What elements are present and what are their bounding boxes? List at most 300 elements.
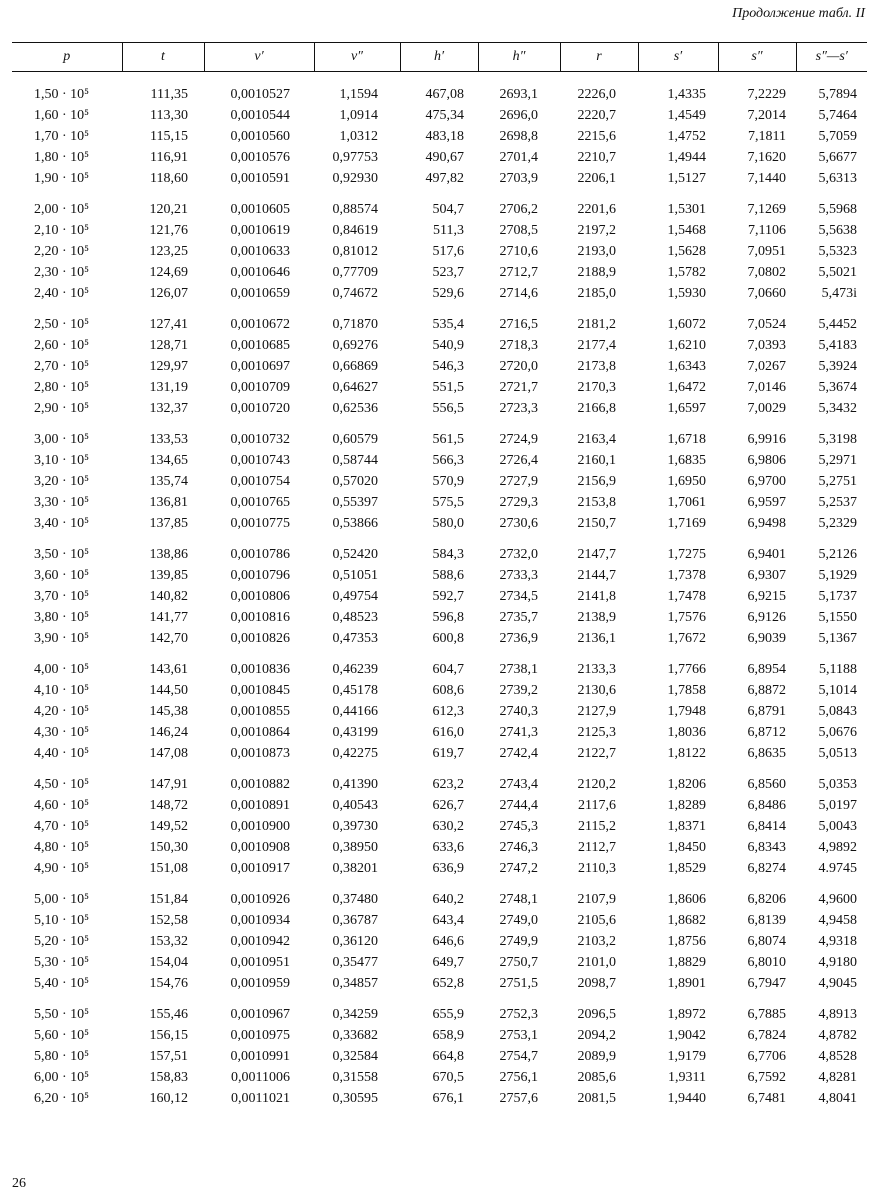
table-cell: 5,20 · 10⁵ xyxy=(34,933,90,949)
table-cell: 2120,2 xyxy=(577,776,616,792)
table-cell: 1,8606 xyxy=(667,891,706,907)
table-cell: 588,6 xyxy=(432,567,464,583)
table-cell: 147,08 xyxy=(149,745,188,761)
header-v2: v″ xyxy=(314,43,400,72)
table-cell: 0,0010743 xyxy=(230,452,290,468)
page-number: 26 xyxy=(12,1176,26,1191)
table-cell: 1,8371 xyxy=(667,818,706,834)
table-cell: 6,8872 xyxy=(747,682,786,698)
table-cell: 4.9745 xyxy=(818,860,857,876)
table-cell: 3,00 · 10⁵ xyxy=(34,431,90,447)
table-cell: 2188,9 xyxy=(577,264,616,280)
table-cell: 1,5301 xyxy=(667,201,706,217)
table-cell: 2147,7 xyxy=(577,546,616,562)
table-cell: 5,80 · 10⁵ xyxy=(34,1048,90,1064)
table-cell: 2107,9 xyxy=(577,891,616,907)
table-cell: 2110,3 xyxy=(578,860,616,876)
table-cell: 6,8791 xyxy=(747,703,786,719)
table-cell: 5,6313 xyxy=(818,170,857,186)
table-row xyxy=(12,795,867,816)
table-cell: 504,7 xyxy=(432,201,464,217)
table-cell: 3,50 · 10⁵ xyxy=(34,546,90,562)
table-cell: 584,3 xyxy=(432,546,464,562)
table-cell: 0,0010732 xyxy=(230,431,290,447)
table-cell: 2089,9 xyxy=(577,1048,616,1064)
table-cell: 2201,6 xyxy=(577,201,616,217)
table-cell: 6,8139 xyxy=(747,912,786,928)
table-cell: 0,0010806 xyxy=(230,588,290,604)
table-cell: 134,65 xyxy=(149,452,188,468)
table-cell: 5,0843 xyxy=(818,703,857,719)
table-cell: 6,7592 xyxy=(747,1069,786,1085)
table-cell: 4,8782 xyxy=(818,1027,857,1043)
table-cell: 0,0010951 xyxy=(230,954,290,970)
table-cell: 5,1367 xyxy=(818,630,857,646)
table-cell: 0,45178 xyxy=(332,682,378,698)
table-cell: 626,7 xyxy=(432,797,464,813)
table-cell: 1,8450 xyxy=(667,839,706,855)
table-row xyxy=(12,1025,867,1046)
table-cell: 4,90 · 10⁵ xyxy=(34,860,90,876)
table-cell: 1,7378 xyxy=(667,567,706,583)
table-cell: 0,40543 xyxy=(332,797,378,813)
table-row xyxy=(12,607,867,628)
table-cell: 551,5 xyxy=(432,379,464,395)
table-cell: 4,50 · 10⁵ xyxy=(34,776,90,792)
table-cell: 121,76 xyxy=(149,222,188,238)
table-cell: 0,0010926 xyxy=(230,891,290,907)
table-cell: 6,8074 xyxy=(747,933,786,949)
table-cell: 2,70 · 10⁵ xyxy=(34,358,90,374)
table-cell: 2,20 · 10⁵ xyxy=(34,243,90,259)
table-cell: 6,9039 xyxy=(747,630,786,646)
table-cell: 1,8682 xyxy=(667,912,706,928)
table-cell: 145,38 xyxy=(149,703,188,719)
table-cell: 0,0010646 xyxy=(230,264,290,280)
table-cell: 0,53866 xyxy=(332,515,378,531)
table-cell: 4,80 · 10⁵ xyxy=(34,839,90,855)
table-cell: 7,0524 xyxy=(747,316,786,332)
table-cell: 2122,7 xyxy=(577,745,616,761)
table-cell: 2127,9 xyxy=(577,703,616,719)
table-cell: 148,72 xyxy=(149,797,188,813)
table-cell: 5,2126 xyxy=(818,546,857,562)
table-cell: 116,91 xyxy=(150,149,188,165)
table-cell: 0,97753 xyxy=(332,149,378,165)
table-cell: 0,62536 xyxy=(332,400,378,416)
table-cell: 3,80 · 10⁵ xyxy=(34,609,90,625)
table-cell: 1,9440 xyxy=(667,1090,706,1106)
table-cell: 0,0010855 xyxy=(230,703,290,719)
table-cell: 2133,3 xyxy=(577,661,616,677)
table-cell: 0,0010605 xyxy=(230,201,290,217)
table-cell: 2,80 · 10⁵ xyxy=(34,379,90,395)
table-cell: 131,19 xyxy=(149,379,188,395)
table-row xyxy=(12,1046,867,1067)
table-cell: 127,41 xyxy=(149,316,188,332)
table-cell: 5,473i xyxy=(821,285,857,301)
table-cell: 2703,9 xyxy=(499,170,538,186)
table-cell: 129,97 xyxy=(149,358,188,374)
table-cell: 1,8529 xyxy=(667,860,706,876)
table-cell: 6,9498 xyxy=(747,515,786,531)
table-cell: 0,34259 xyxy=(332,1006,378,1022)
table-cell: 6,8486 xyxy=(747,797,786,813)
table-row xyxy=(12,764,867,795)
table-cell: 2210,7 xyxy=(577,149,616,165)
table-cell: 1,8756 xyxy=(667,933,706,949)
table-cell: 3,60 · 10⁵ xyxy=(34,567,90,583)
table-cell: 5,4452 xyxy=(818,316,857,332)
table-row xyxy=(12,168,867,189)
table-cell: 151,84 xyxy=(149,891,188,907)
table-cell: 155,46 xyxy=(149,1006,188,1022)
table-cell: 157,51 xyxy=(149,1048,188,1064)
table-cell: 0,0010908 xyxy=(230,839,290,855)
table-cell: 6,9806 xyxy=(747,452,786,468)
table-row xyxy=(12,189,867,220)
header-t: t xyxy=(122,43,204,72)
table-cell: 2,30 · 10⁵ xyxy=(34,264,90,280)
table-cell: 6,20 · 10⁵ xyxy=(34,1090,90,1106)
table-cell: 1,60 · 10⁵ xyxy=(34,107,90,123)
table-cell: 4,8528 xyxy=(818,1048,857,1064)
table-cell: 2710,6 xyxy=(499,243,538,259)
table-row xyxy=(12,1088,867,1109)
table-cell: 144,50 xyxy=(149,682,188,698)
table-cell: 655,9 xyxy=(432,1006,464,1022)
table-cell: 612,3 xyxy=(432,703,464,719)
table-cell: 150,30 xyxy=(149,839,188,855)
table-cell: 592,7 xyxy=(432,588,464,604)
table-cell: 6,9401 xyxy=(747,546,786,562)
table-cell: 2,40 · 10⁵ xyxy=(34,285,90,301)
table-cell: 1,0312 xyxy=(339,128,378,144)
table-cell: 0,84619 xyxy=(332,222,378,238)
table-cell: 6,8206 xyxy=(747,891,786,907)
table-cell: 0,37480 xyxy=(332,891,378,907)
table-cell: 664,8 xyxy=(432,1048,464,1064)
table-cell: 4,30 · 10⁵ xyxy=(34,724,90,740)
table-cell: 5,0197 xyxy=(818,797,857,813)
table-cell: 2,50 · 10⁵ xyxy=(34,316,90,332)
table-cell: 158,83 xyxy=(149,1069,188,1085)
table-cell: 1,7948 xyxy=(667,703,706,719)
header-p: p xyxy=(12,43,122,72)
table-cell: 0,33682 xyxy=(332,1027,378,1043)
table-row xyxy=(12,283,867,304)
table-cell: 643,4 xyxy=(432,912,464,928)
header-h1: h′ xyxy=(400,43,478,72)
table-row xyxy=(12,1067,867,1088)
table-cell: 0,0010544 xyxy=(230,107,290,123)
table-cell: 0,0010560 xyxy=(230,128,290,144)
table-cell: 1,50 · 10⁵ xyxy=(34,86,90,102)
table-cell: 2156,9 xyxy=(577,473,616,489)
table-cell: 5,0353 xyxy=(818,776,857,792)
table-cell: 141,77 xyxy=(149,609,188,625)
table-cell: 0,36120 xyxy=(332,933,378,949)
table-cell: 2720,0 xyxy=(499,358,538,374)
table-cell: 4,40 · 10⁵ xyxy=(34,745,90,761)
table-row xyxy=(12,680,867,701)
table-cell: 7,0029 xyxy=(747,400,786,416)
table-cell: 0,0010672 xyxy=(230,316,290,332)
table-cell: 1,7478 xyxy=(667,588,706,604)
table-cell: 630,2 xyxy=(432,818,464,834)
table-cell: 2750,7 xyxy=(499,954,538,970)
table-cell: 2138,9 xyxy=(577,609,616,625)
table-cell: 0,0010873 xyxy=(230,745,290,761)
table-cell: 128,71 xyxy=(149,337,188,353)
table-cell: 6,8343 xyxy=(747,839,786,855)
table-cell: 1,5782 xyxy=(667,264,706,280)
table-cell: 604,7 xyxy=(432,661,464,677)
table-row xyxy=(12,952,867,973)
table-cell: 2735,7 xyxy=(499,609,538,625)
table-cell: 5,40 · 10⁵ xyxy=(34,975,90,991)
table-cell: 4,60 · 10⁵ xyxy=(34,797,90,813)
table-cell: 7,1106 xyxy=(748,222,786,238)
table-cell: 0,30595 xyxy=(332,1090,378,1106)
table-cell: 5,0513 xyxy=(818,745,857,761)
table-cell: 0,41390 xyxy=(332,776,378,792)
table-cell: 529,6 xyxy=(432,285,464,301)
table-cell: 1,5628 xyxy=(667,243,706,259)
table-cell: 1,1594 xyxy=(339,86,378,102)
table-cell: 2693,1 xyxy=(499,86,538,102)
table-cell: 139,85 xyxy=(149,567,188,583)
table-cell: 140,82 xyxy=(149,588,188,604)
table-row xyxy=(12,816,867,837)
table-cell: 4,20 · 10⁵ xyxy=(34,703,90,719)
table-cell: 5,2329 xyxy=(818,515,857,531)
table-cell: 0,81012 xyxy=(332,243,378,259)
table-cell: 7,0951 xyxy=(747,243,786,259)
table-cell: 658,9 xyxy=(432,1027,464,1043)
table-cell: 2734,5 xyxy=(499,588,538,604)
table-cell: 6,9700 xyxy=(747,473,786,489)
table-cell: 5,7464 xyxy=(818,107,857,123)
table-cell: 2103,2 xyxy=(577,933,616,949)
table-cell: 3,20 · 10⁵ xyxy=(34,473,90,489)
table-cell: 7,0660 xyxy=(747,285,786,301)
table-cell: 6,7824 xyxy=(747,1027,786,1043)
table-cell: 2747,2 xyxy=(499,860,538,876)
table-cell: 5,3432 xyxy=(818,400,857,416)
table-cell: 6,00 · 10⁵ xyxy=(34,1069,90,1085)
table-row xyxy=(12,492,867,513)
table-cell: 2085,6 xyxy=(577,1069,616,1085)
table-cell: 2740,3 xyxy=(499,703,538,719)
table-cell: 1,4335 xyxy=(667,86,706,102)
table-cell: 5,5323 xyxy=(818,243,857,259)
table-cell: 0,0010796 xyxy=(230,567,290,583)
table-cell: 6,8560 xyxy=(747,776,786,792)
table-cell: 5,2971 xyxy=(818,452,857,468)
table-cell: 5,1737 xyxy=(818,588,857,604)
table-cell: 2753,1 xyxy=(499,1027,538,1043)
table-cell: 0,0010576 xyxy=(230,149,290,165)
table-cell: 2098,7 xyxy=(577,975,616,991)
table-cell: 2101,0 xyxy=(577,954,616,970)
table-cell: 0,0010836 xyxy=(230,661,290,677)
table-cell: 2726,4 xyxy=(499,452,538,468)
table-cell: 6,9126 xyxy=(747,609,786,625)
table-cell: 2226,0 xyxy=(577,86,616,102)
table-cell: 596,8 xyxy=(432,609,464,625)
table-cell: 5,50 · 10⁵ xyxy=(34,1006,90,1022)
table-cell: 156,15 xyxy=(149,1027,188,1043)
table-cell: 1,6950 xyxy=(667,473,706,489)
table-cell: 0,0010959 xyxy=(230,975,290,991)
table-row xyxy=(12,513,867,534)
table-cell: 5,7059 xyxy=(818,128,857,144)
table-cell: 580,0 xyxy=(432,515,464,531)
table-row xyxy=(12,879,867,910)
table-cell: 2193,0 xyxy=(577,243,616,259)
table-cell: 2220,7 xyxy=(577,107,616,123)
table-cell: 0,44166 xyxy=(332,703,378,719)
table-cell: 133,53 xyxy=(149,431,188,447)
table-row xyxy=(12,931,867,952)
table-cell: 2696,0 xyxy=(499,107,538,123)
table-cell: 566,3 xyxy=(432,452,464,468)
header-s1: s′ xyxy=(638,43,718,72)
table-cell: 2746,3 xyxy=(499,839,538,855)
table-cell: 5,30 · 10⁵ xyxy=(34,954,90,970)
table-cell: 7,0146 xyxy=(747,379,786,395)
table-cell: 1,4752 xyxy=(667,128,706,144)
table-cell: 5,3924 xyxy=(818,358,857,374)
table-cell: 0,49754 xyxy=(332,588,378,604)
table-cell: 1,8901 xyxy=(667,975,706,991)
header-s2: s″ xyxy=(718,43,796,72)
table-cell: 0,0010685 xyxy=(230,337,290,353)
table-cell: 1,7169 xyxy=(667,515,706,531)
table-cell: 2739,2 xyxy=(499,682,538,698)
table-cell: 1,70 · 10⁵ xyxy=(34,128,90,144)
table-cell: 0,31558 xyxy=(332,1069,378,1085)
table-cell: 5,2537 xyxy=(818,494,857,510)
table-cell: 4,00 · 10⁵ xyxy=(34,661,90,677)
table-cell: 5,60 · 10⁵ xyxy=(34,1027,90,1043)
table-cell: 1,7766 xyxy=(667,661,706,677)
table-cell: 2177,4 xyxy=(577,337,616,353)
table-cell: 1,6718 xyxy=(667,431,706,447)
table-cell: 1,80 · 10⁵ xyxy=(34,149,90,165)
table-row xyxy=(12,147,867,168)
table-cell: 3,40 · 10⁵ xyxy=(34,515,90,531)
table-row xyxy=(12,220,867,241)
table-cell: 0,34857 xyxy=(332,975,378,991)
table-cell: 1,9179 xyxy=(667,1048,706,1064)
table-cell: 0,0010816 xyxy=(230,609,290,625)
table-cell: 137,85 xyxy=(149,515,188,531)
table-cell: 1,8289 xyxy=(667,797,706,813)
table-row xyxy=(12,105,867,126)
table-row xyxy=(12,586,867,607)
table-cell: 1,6210 xyxy=(667,337,706,353)
table-cell: 2166,8 xyxy=(577,400,616,416)
header-v1: v′ xyxy=(204,43,314,72)
table-cell: 623,2 xyxy=(432,776,464,792)
table-cell: 2738,1 xyxy=(499,661,538,677)
table-cell: 535,4 xyxy=(432,316,464,332)
header-s-diff: s″—s′ xyxy=(796,43,867,72)
table-cell: 7,0802 xyxy=(747,264,786,280)
table-cell: 0,35477 xyxy=(332,954,378,970)
table-cell: 6,7885 xyxy=(747,1006,786,1022)
table-cell: 5,7894 xyxy=(818,86,857,102)
table-cell: 5,1014 xyxy=(818,682,857,698)
table-cell: 1,4944 xyxy=(667,149,706,165)
table-cell: 5,0043 xyxy=(818,818,857,834)
table-row xyxy=(12,241,867,262)
table-row xyxy=(12,304,867,335)
table-cell: 2701,4 xyxy=(499,149,538,165)
table-cell: 4,9892 xyxy=(818,839,857,855)
table-cell: 2732,0 xyxy=(499,546,538,562)
table-cell: 1,5468 xyxy=(667,222,706,238)
table-cell: 0,0010527 xyxy=(230,86,290,102)
table-cell: 670,5 xyxy=(432,1069,464,1085)
table-cell: 2130,6 xyxy=(577,682,616,698)
table-cell: 115,15 xyxy=(150,128,188,144)
table-cell: 138,86 xyxy=(149,546,188,562)
table-row xyxy=(12,262,867,283)
table-cell: 0,0010754 xyxy=(230,473,290,489)
table-cell: 6,9916 xyxy=(747,431,786,447)
table-cell: 5,10 · 10⁵ xyxy=(34,912,90,928)
table-row xyxy=(12,837,867,858)
table-cell: 5,3198 xyxy=(818,431,857,447)
table-cell: 0,77709 xyxy=(332,264,378,280)
table-cell: 2,60 · 10⁵ xyxy=(34,337,90,353)
table-cell: 483,18 xyxy=(425,128,464,144)
table-cell: 540,9 xyxy=(432,337,464,353)
table-cell: 0,0010765 xyxy=(230,494,290,510)
table-cell: 0,92930 xyxy=(332,170,378,186)
table-cell: 6,9307 xyxy=(747,567,786,583)
table-row xyxy=(12,743,867,764)
table-cell: 7,0393 xyxy=(747,337,786,353)
table-cell: 546,3 xyxy=(432,358,464,374)
table-cell: 2150,7 xyxy=(577,515,616,531)
table-cell: 6,9215 xyxy=(747,588,786,604)
table-cell: 4,9458 xyxy=(818,912,857,928)
table-row xyxy=(12,471,867,492)
table-cell: 1,8206 xyxy=(667,776,706,792)
table-cell: 4,9318 xyxy=(818,933,857,949)
table-cell: 4,9600 xyxy=(818,891,857,907)
table-cell: 7,1440 xyxy=(747,170,786,186)
table-cell: 1,9311 xyxy=(668,1069,706,1085)
table-cell: 126,07 xyxy=(149,285,188,301)
table-cell: 0,0010991 xyxy=(230,1048,290,1064)
table-cell: 0,0010967 xyxy=(230,1006,290,1022)
table-cell: 0,0010775 xyxy=(230,515,290,531)
table-row xyxy=(12,858,867,879)
table-cell: 2716,5 xyxy=(499,316,538,332)
table-cell: 1,8122 xyxy=(667,745,706,761)
table-cell: 4,9045 xyxy=(818,975,857,991)
table-cell: 0,0010826 xyxy=(230,630,290,646)
table-cell: 523,7 xyxy=(432,264,464,280)
table-cell: 5,1929 xyxy=(818,567,857,583)
table-cell: 1,9042 xyxy=(667,1027,706,1043)
table-cell: 619,7 xyxy=(432,745,464,761)
